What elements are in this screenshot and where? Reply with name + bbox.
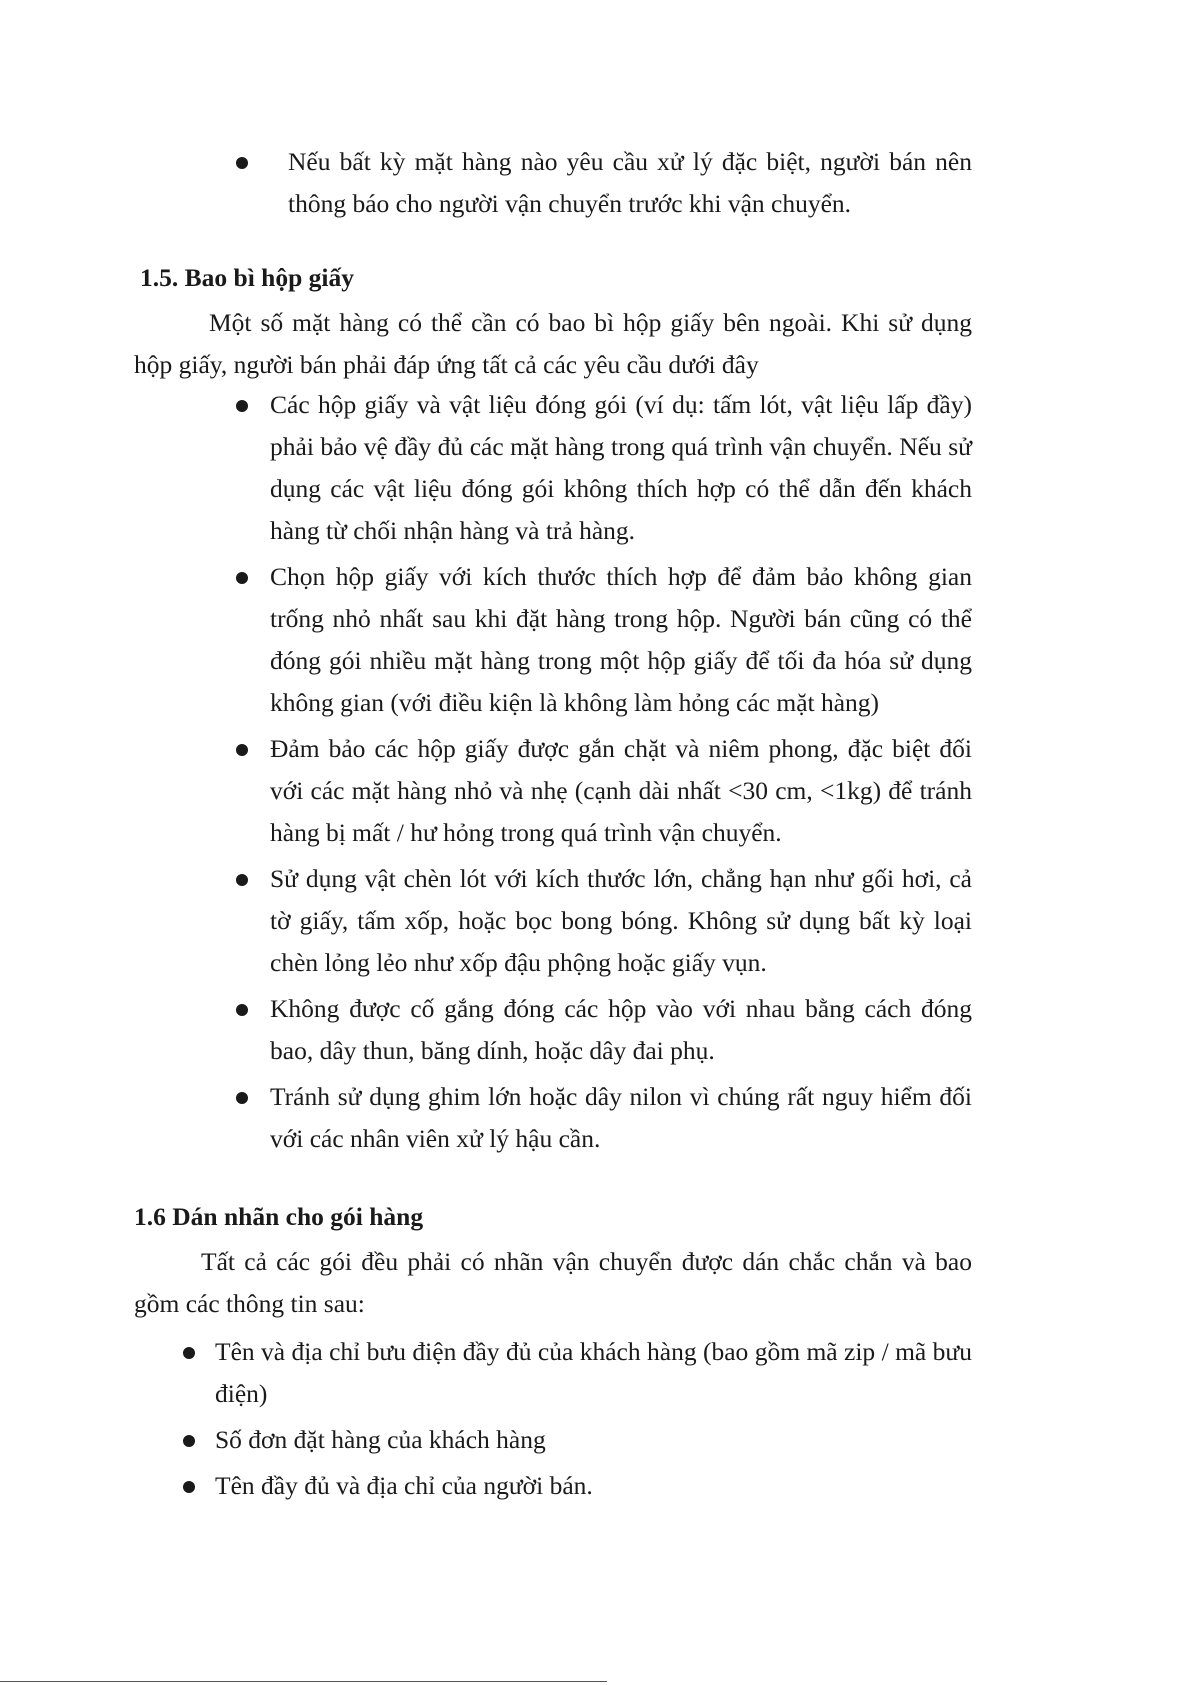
bullet-icon bbox=[236, 572, 248, 584]
intro-bullet-list bbox=[254, 141, 972, 225]
section-1-5-paragraph: Một số mặt hàng có thể cần có bao bì hộp giấy bên ngoài. Khi sử dụng hộp giấy, người bán phải đáp ứng tất cả các yêu cầu dưới đây bbox=[134, 308, 972, 379]
section-1-6-bullet-list bbox=[183, 1331, 972, 1507]
list-item-text: Không được cố gắng đóng các hộp vào với nhau bằng cách đóng bao, dây thun, băng dính, hoặc dây đai phụ. bbox=[270, 994, 972, 1065]
list-item bbox=[183, 1419, 972, 1461]
list-item bbox=[183, 1465, 972, 1507]
list-item bbox=[254, 384, 972, 552]
list-item-text: Đảm bảo các hộp giấy được gắn chặt và niêm phong, đặc biệt đối với các mặt hàng nhỏ và nhẹ (cạnh dài nhất <30 cm, <1kg) để tránh hàng bị mất / hư hỏng trong quá trình vận chuyển. bbox=[270, 734, 972, 847]
list-item bbox=[254, 988, 972, 1072]
section-heading-1-6: 1.6 Dán nhãn cho gói hàng bbox=[134, 1202, 424, 1231]
bullet-icon bbox=[236, 1004, 248, 1016]
list-item bbox=[183, 1331, 972, 1415]
list-item bbox=[254, 556, 972, 724]
list-item-text: Các hộp giấy và vật liệu đóng gói (ví dụ: tấm lót, vật liệu lấp đầy) phải bảo vệ đầy đủ các mặt hàng trong quá trình vận chuyển. Nếu sử dụng các vật liệu đóng gói không thích hợp có thể dẫn đến khách hàng từ chối nhận hàng và trả hàng. bbox=[270, 390, 972, 545]
page-footer-rule bbox=[0, 1681, 607, 1682]
list-item-text: Số đơn đặt hàng của khách hàng bbox=[215, 1425, 546, 1454]
section-1-6-paragraph: Tất cả các gói đều phải có nhãn vận chuyển được dán chắc chắn và bao gồm các thông tin sau: bbox=[134, 1247, 972, 1318]
list-item-text: Sử dụng vật chèn lót với kích thước lớn, chẳng hạn như gối hơi, cả tờ giấy, tấm xốp, hoặc bọc bong bóng. Không sử dụng bất kỳ loại chèn lỏng lẻo như xốp đậu phộng hoặc giấy vụn. bbox=[270, 864, 972, 977]
list-item bbox=[254, 1076, 972, 1160]
section-1-5-bullet-list bbox=[254, 384, 972, 1160]
bullet-icon bbox=[183, 1481, 195, 1493]
bullet-icon bbox=[183, 1435, 195, 1447]
list-item-text: Tránh sử dụng ghim lớn hoặc dây nilon vì chúng rất nguy hiểm đối với các nhân viên xử lý hậu cần. bbox=[270, 1082, 972, 1153]
section-heading-1-5: 1.5. Bao bì hộp giấy bbox=[140, 263, 354, 292]
list-item bbox=[254, 728, 972, 854]
list-item bbox=[254, 141, 972, 225]
bullet-icon bbox=[236, 400, 248, 412]
list-item-text: Chọn hộp giấy với kích thước thích hợp để đảm bảo không gian trống nhỏ nhất sau khi đặt hàng trong hộp. Người bán cũng có thể đóng gói nhiều mặt hàng trong một hộp giấy để tối đa hóa sử dụng không gian (với điều kiện là không làm hỏng các mặt hàng) bbox=[270, 562, 972, 717]
list-item-text: Nếu bất kỳ mặt hàng nào yêu cầu xử lý đặc biệt, người bán nên thông báo cho người vận chuyển trước khi vận chuyển. bbox=[288, 147, 972, 218]
bullet-icon bbox=[236, 1092, 248, 1104]
list-item bbox=[254, 858, 972, 984]
list-item-text: Tên đầy đủ và địa chỉ của người bán. bbox=[215, 1471, 593, 1500]
bullet-icon bbox=[236, 874, 248, 886]
bullet-icon bbox=[183, 1347, 195, 1359]
bullet-icon bbox=[236, 157, 248, 169]
bullet-icon bbox=[236, 744, 248, 756]
list-item-text: Tên và địa chỉ bưu điện đầy đủ của khách hàng (bao gồm mã zip / mã bưu điện) bbox=[215, 1337, 972, 1408]
